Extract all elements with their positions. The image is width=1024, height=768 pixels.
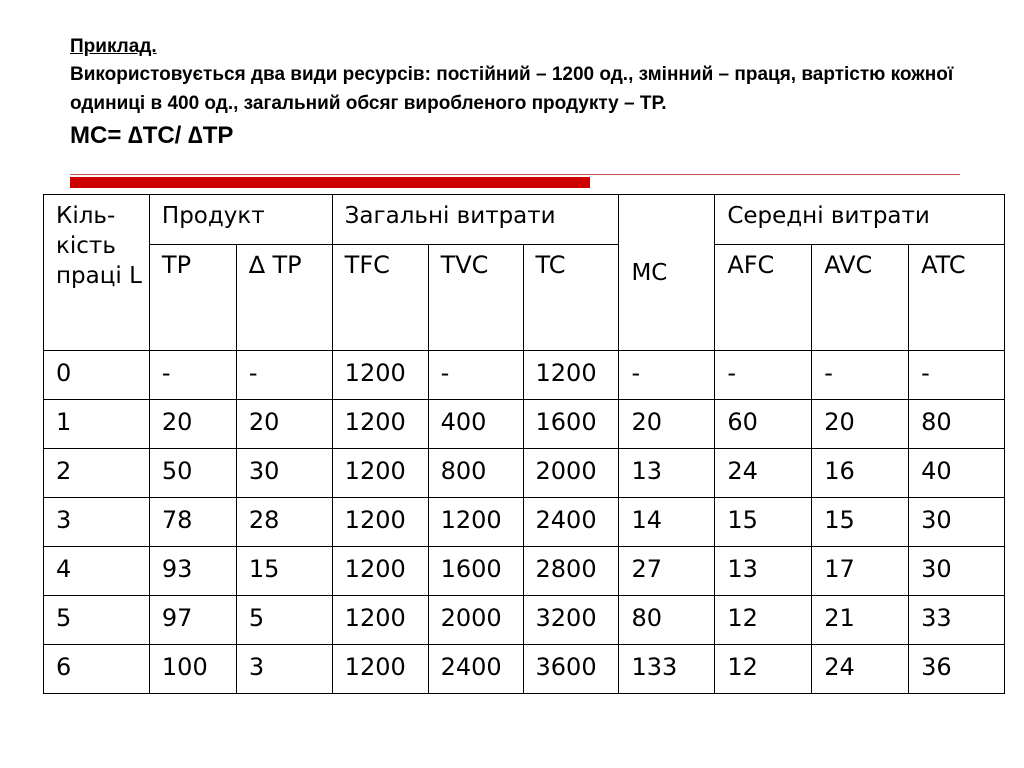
cell-afc: 13	[715, 547, 812, 596]
cell-atc: 80	[909, 400, 1005, 449]
header-tfc: TFC	[332, 245, 428, 351]
cell-l: 2	[44, 449, 150, 498]
cell-tp: 78	[149, 498, 236, 547]
header-avc: AVC	[812, 245, 909, 351]
cell-delta-tp: -	[236, 351, 332, 400]
cell-l: 1	[44, 400, 150, 449]
cell-delta-tp: 15	[236, 547, 332, 596]
cell-mc: 20	[619, 400, 715, 449]
table-body	[44, 351, 1005, 694]
cell-tp: 97	[149, 596, 236, 645]
header-labor: Кіль-кість праці L	[44, 195, 150, 351]
cell-tc: 2400	[523, 498, 619, 547]
cost-table	[43, 194, 1005, 694]
header-product-group: Продукт	[149, 195, 332, 245]
cell-tp: -	[149, 351, 236, 400]
cell-tfc: 1200	[332, 498, 428, 547]
cell-avc: 21	[812, 596, 909, 645]
decorative-line-thin	[70, 174, 960, 175]
cell-mc: 13	[619, 449, 715, 498]
cell-tc: 3600	[523, 645, 619, 694]
header-mc: MC	[619, 195, 715, 351]
cell-afc: 24	[715, 449, 812, 498]
cell-tvc: 2400	[428, 645, 523, 694]
cell-tvc: 1200	[428, 498, 523, 547]
cell-tfc: 1200	[332, 351, 428, 400]
header-atc: ATC	[909, 245, 1005, 351]
cell-tc: 2000	[523, 449, 619, 498]
cell-tfc: 1200	[332, 596, 428, 645]
cell-tfc: 1200	[332, 400, 428, 449]
cell-avc: 24	[812, 645, 909, 694]
cell-avc: 15	[812, 498, 909, 547]
cell-atc: 30	[909, 498, 1005, 547]
cell-afc: 60	[715, 400, 812, 449]
cell-mc: 133	[619, 645, 715, 694]
cell-delta-tp: 3	[236, 645, 332, 694]
cell-atc: 33	[909, 596, 1005, 645]
header-tc: TC	[523, 245, 619, 351]
cell-avc: 17	[812, 547, 909, 596]
cell-l: 3	[44, 498, 150, 547]
cell-delta-tp: 28	[236, 498, 332, 547]
slide-title: Приклад.	[70, 36, 157, 57]
cell-atc: -	[909, 351, 1005, 400]
table-row	[44, 449, 1005, 498]
cell-l: 5	[44, 596, 150, 645]
cell-tc: 1600	[523, 400, 619, 449]
cell-avc: 16	[812, 449, 909, 498]
cell-afc: 12	[715, 596, 812, 645]
cell-mc: 14	[619, 498, 715, 547]
cell-tvc: 400	[428, 400, 523, 449]
cell-tp: 20	[149, 400, 236, 449]
cell-mc: 80	[619, 596, 715, 645]
cell-tp: 50	[149, 449, 236, 498]
cell-tvc: 2000	[428, 596, 523, 645]
decorative-bar-thick	[70, 177, 590, 188]
header-average-costs-group: Середні витрати	[715, 195, 1005, 245]
table-row	[44, 351, 1005, 400]
header-tvc: TVC	[428, 245, 523, 351]
cell-l: 0	[44, 351, 150, 400]
table-row	[44, 596, 1005, 645]
table-row	[44, 498, 1005, 547]
cell-tfc: 1200	[332, 645, 428, 694]
header-delta-tp: ∆ TP	[236, 245, 332, 351]
cell-tp: 100	[149, 645, 236, 694]
cell-afc: 15	[715, 498, 812, 547]
cell-tfc: 1200	[332, 449, 428, 498]
header-tp: TP	[149, 245, 236, 351]
slide-header	[70, 34, 1010, 150]
cell-l: 4	[44, 547, 150, 596]
table-header	[44, 195, 1005, 351]
cell-tvc: 800	[428, 449, 523, 498]
cell-afc: 12	[715, 645, 812, 694]
cell-afc: -	[715, 351, 812, 400]
cell-tvc: -	[428, 351, 523, 400]
header-total-costs-group: Загальні витрати	[332, 195, 619, 245]
mc-formula: MC= ∆TC/ ∆TP	[70, 122, 234, 149]
problem-description: Використовується два види ресурсів: постійний – 1200 од., змінний – праця, вартістю кожної одиниці в 400 од., загальний обсяг виробленого продукту – ТР.	[70, 64, 954, 114]
header-afc: AFC	[715, 245, 812, 351]
cell-tp: 93	[149, 547, 236, 596]
cell-tc: 3200	[523, 596, 619, 645]
cell-delta-tp: 30	[236, 449, 332, 498]
cell-tvc: 1600	[428, 547, 523, 596]
cell-tc: 1200	[523, 351, 619, 400]
cell-tc: 2800	[523, 547, 619, 596]
table-row	[44, 645, 1005, 694]
cell-l: 6	[44, 645, 150, 694]
cell-tfc: 1200	[332, 547, 428, 596]
table-row	[44, 400, 1005, 449]
cell-mc: 27	[619, 547, 715, 596]
cell-delta-tp: 20	[236, 400, 332, 449]
cell-atc: 36	[909, 645, 1005, 694]
table-row	[44, 547, 1005, 596]
cell-atc: 40	[909, 449, 1005, 498]
cell-delta-tp: 5	[236, 596, 332, 645]
cell-mc: -	[619, 351, 715, 400]
cell-atc: 30	[909, 547, 1005, 596]
cell-avc: 20	[812, 400, 909, 449]
cell-avc: -	[812, 351, 909, 400]
